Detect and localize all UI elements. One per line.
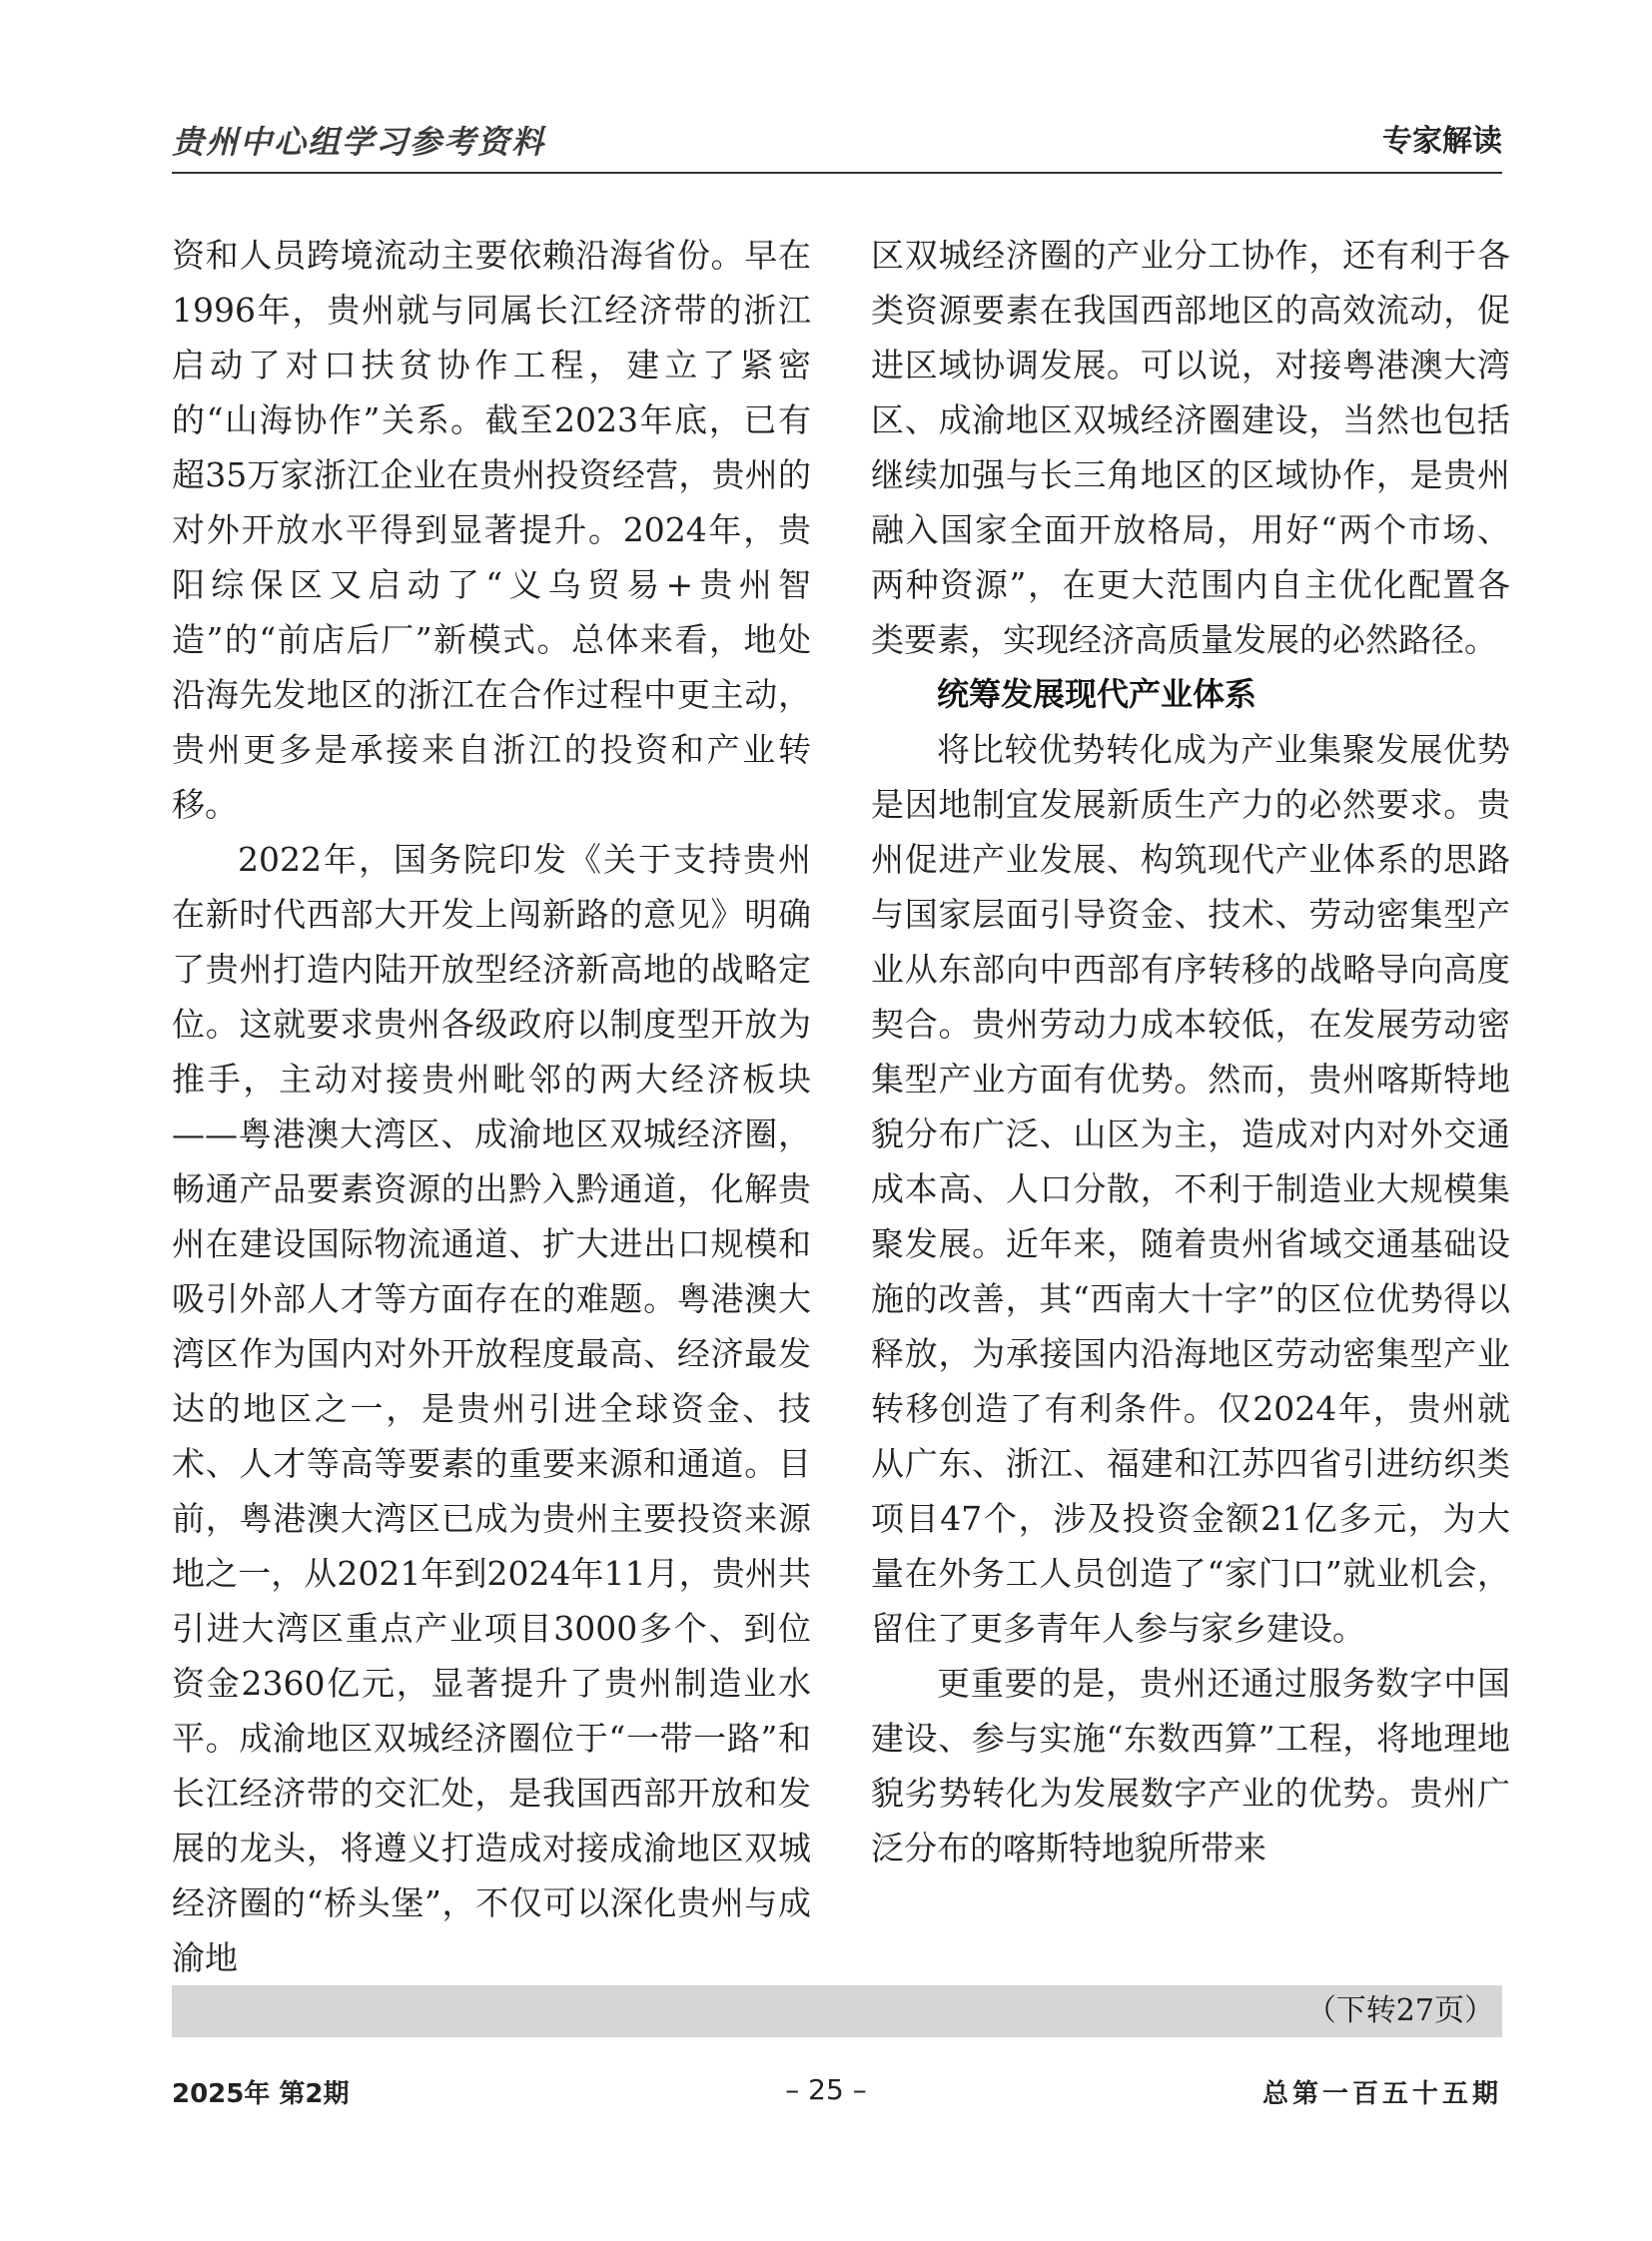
right-paragraph-1: 区双城经济圈的产业分工协作，还有利于各类资源要素在我国西部地区的高效流动，促进区域协调发展。可以说，对接粤港澳大湾区、成渝地区双城经济圈建设，当然也包括继续加强与长三角地区的区域协作，是贵州融入国家全面开放格局，用好“两个市场、两种资源”，在更大范围内自主优化配置各类要素，实现经济高质量发展的必然路径。	[871, 236, 1510, 659]
right-column	[871, 228, 1510, 1875]
header-divider	[172, 172, 1502, 174]
section-title: 专家解读	[1382, 124, 1502, 159]
journal-title: 贵州中心组学习参考资料	[172, 123, 546, 161]
left-paragraph-1: 资和人员跨境流动主要依赖沿海省份。早在1996年，贵州就与同属长江经济带的浙江启动了对口扶贫协作工程，建立了紧密的“山海协作”关系。截至2023年底，已有超35万家浙江企业在贵州投资经营，贵州的对外开放水平得到显著提升。2024年，贵阳综保区又启动了“义乌贸易+贵州智造”的“前店后厂”新模式。总体来看，地处沿海先发地区的浙江在合作过程中更主动，贵州更多是承接来自浙江的投资和产业转移。	[172, 236, 811, 824]
issue-number: 2025年 第2期	[172, 2079, 350, 2109]
right-paragraph-3: 更重要的是，贵州还通过服务数字中国建设、参与实施“东数西算”工程，将地理地貌劣势转化为发展数字产业的优势。贵州广泛分布的喀斯特地貌所带来	[871, 1664, 1510, 1868]
left-paragraph-2: 2022年，国务院印发《关于支持贵州在新时代西部大开发上闯新路的意见》明确了贵州打造内陆开放型经济新高地的战略定位。这就要求贵州各级政府以制度型开放为推手，主动对接贵州毗邻的两大经济板块——粤港澳大湾区、成渝地区双城经济圈，畅通产品要素资源的出黔入黔通道，化解贵州在建设国际物流通道、扩大进出口规模和吸引外部人才等方面存在的难题。粤港澳大湾区作为国内对外开放程度最高、经济最发达的地区之一，是贵州引进全球资金、技术、人才等高等要素的重要来源和通道。目前，粤港澳大湾区已成为贵州主要投资来源地之一，从2021年到2024年11月，贵州共引进大湾区重点产业项目3000多个、到位资金2360亿元，显著提升了贵州制造业水平。成渝地区双城经济圈位于“一带一路”和长江经济带的交汇处，是我国西部开放和发展的龙头，将遵义打造成对接成渝地区双城经济圈的“桥头堡”，不仅可以深化贵州与成渝地	[172, 840, 811, 1977]
section-heading: 统筹发展现代产业体系	[937, 675, 1257, 713]
continuation-note: （下转27页）	[1305, 1993, 1494, 2028]
left-column	[172, 228, 811, 1985]
right-paragraph-2: 将比较优势转化成为产业集聚发展优势是因地制宜发展新质生产力的必然要求。贵州促进产业发展、构筑现代产业体系的思路与国家层面引导资金、技术、劳动密集型产业从东部向中西部有序转移的战略导向高度契合。贵州劳动力成本较低，在发展劳动密集型产业方面有优势。然而，贵州喀斯特地貌分布广泛、山区为主，造成对内对外交通成本高、人口分散，不利于制造业大规模集聚发展。近年来，随着贵州省域交通基础设施的改善，其“西南大十字”的区位优势得以释放，为承接国内沿海地区劳动密集型产业转移创造了有利条件。仅2024年，贵州就从广东、浙江、福建和江苏四省引进纺织类项目47个，涉及投资金额21亿多元，为大量在外务工人员创造了“家门口”就业机会，留住了更多青年人参与家乡建设。	[871, 730, 1510, 1648]
continuation-band	[172, 1985, 1502, 2037]
page-number: – 25 –	[785, 2073, 867, 2106]
total-issue: 总第一百五十五期	[1261, 2079, 1502, 2109]
